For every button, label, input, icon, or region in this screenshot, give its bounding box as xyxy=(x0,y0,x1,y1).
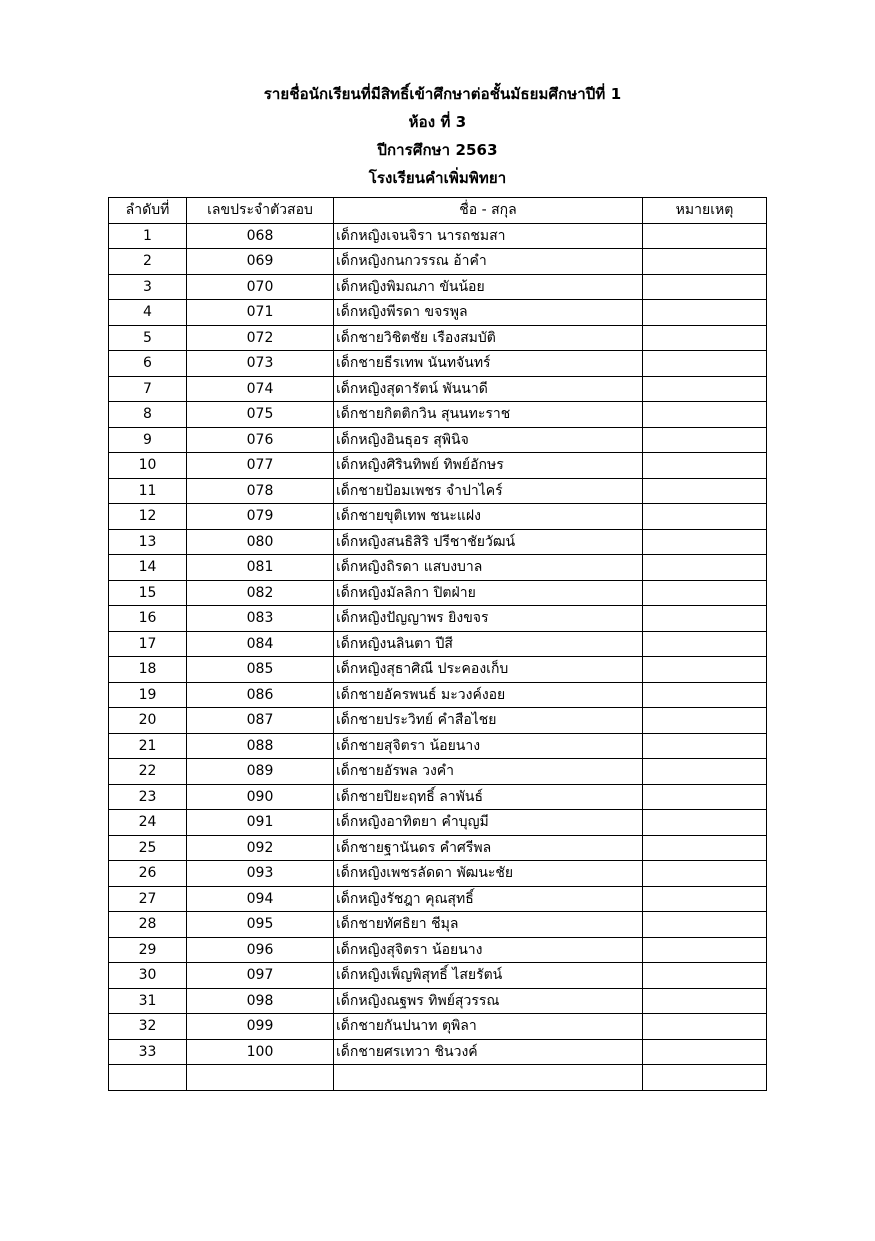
full-name-cell: เด็กหญิงพิมณภา ขันน้อย xyxy=(334,274,643,300)
table-row xyxy=(109,759,767,785)
table-row xyxy=(109,1014,767,1040)
full-name-cell: เด็กชายกิตติกวิน สุนนทะราช xyxy=(334,402,643,428)
remarks-cell xyxy=(643,529,767,555)
table-row xyxy=(109,861,767,887)
remarks-cell xyxy=(643,274,767,300)
table-row xyxy=(109,784,767,810)
full-name-cell: เด็กหญิงสุธาศิณี ประคองเก็บ xyxy=(334,657,643,683)
full-name-cell: เด็กชายธีรเทพ นันทจันทร์ xyxy=(334,351,643,377)
remarks-cell xyxy=(643,1039,767,1065)
full-name-cell: เด็กชายวิชิตชัย เรืองสมบัติ xyxy=(334,325,643,351)
full-name-cell: เด็กหญิงสุจิตรา น้อยนาง xyxy=(334,937,643,963)
order-cell: 26 xyxy=(109,861,187,887)
exam-id-cell: 088 xyxy=(187,733,334,759)
order-cell: 12 xyxy=(109,504,187,530)
exam-id-cell: 070 xyxy=(187,274,334,300)
exam-id-cell: 092 xyxy=(187,835,334,861)
exam-id-cell: 096 xyxy=(187,937,334,963)
order-cell: 30 xyxy=(109,963,187,989)
header-order: ลำดับที่ xyxy=(109,198,187,224)
order-cell: 32 xyxy=(109,1014,187,1040)
full-name-cell: เด็กชายสุจิตรา น้อยนาง xyxy=(334,733,643,759)
remarks-cell xyxy=(643,351,767,377)
table-row xyxy=(109,937,767,963)
full-name-cell: เด็กชายปิยะฤทธิ์ ลาพันธ์ xyxy=(334,784,643,810)
academic-year-label: ปีการศึกษา 2563 xyxy=(377,141,498,159)
exam-id-cell: 095 xyxy=(187,912,334,938)
remarks-cell xyxy=(643,427,767,453)
full-name-cell: เด็กหญิงอาทิตยา คำบุญมี xyxy=(334,810,643,836)
remarks-cell xyxy=(643,657,767,683)
remarks-cell xyxy=(643,682,767,708)
table-row xyxy=(109,988,767,1014)
full-name-cell xyxy=(334,1065,643,1091)
exam-id-cell: 093 xyxy=(187,861,334,887)
order-cell: 33 xyxy=(109,1039,187,1065)
remarks-cell xyxy=(643,733,767,759)
table-row xyxy=(109,555,767,581)
table-row xyxy=(109,351,767,377)
exam-id-cell: 100 xyxy=(187,1039,334,1065)
table-row xyxy=(109,835,767,861)
remarks-cell xyxy=(643,784,767,810)
exam-id-cell: 071 xyxy=(187,300,334,326)
exam-id-cell: 077 xyxy=(187,453,334,479)
full-name-cell: เด็กหญิงนลินตา ปีสี xyxy=(334,631,643,657)
full-name-cell: เด็กชายขุติเทพ ชนะแฝง xyxy=(334,504,643,530)
school-name: โรงเรียนคำเพิ่มพิทยา xyxy=(368,169,507,187)
exam-id-cell: 068 xyxy=(187,223,334,249)
full-name-cell: เด็กหญิงถิรดา แสบงบาล xyxy=(334,555,643,581)
remarks-cell xyxy=(643,988,767,1014)
table-row xyxy=(109,657,767,683)
table-row xyxy=(109,708,767,734)
full-name-cell: เด็กหญิงรัชฎา คุณสุทธิ์ xyxy=(334,886,643,912)
header-exam-id: เลขประจำตัวสอบ xyxy=(187,198,334,224)
full-name-cell: เด็กหญิงสุดารัตน์ พันนาดี xyxy=(334,376,643,402)
remarks-cell xyxy=(643,555,767,581)
order-cell: 3 xyxy=(109,274,187,300)
full-name-cell: เด็กชายป้อมเพชร จำปาไคร์ xyxy=(334,478,643,504)
document-title: รายชื่อนักเรียนที่มีสิทธิ์เข้าศึกษาต่อชั้นมัธยมศึกษาปีที่ 1 xyxy=(263,85,622,103)
table-row xyxy=(109,733,767,759)
exam-id-cell: 099 xyxy=(187,1014,334,1040)
remarks-cell xyxy=(643,300,767,326)
exam-id-cell: 089 xyxy=(187,759,334,785)
remarks-cell xyxy=(643,325,767,351)
full-name-cell: เด็กหญิงณฐพร ทิพย์สุวรรณ xyxy=(334,988,643,1014)
remarks-cell xyxy=(643,580,767,606)
order-cell: 13 xyxy=(109,529,187,555)
remarks-cell xyxy=(643,606,767,632)
full-name-cell: เด็กหญิงสนธิสิริ ปรีชาชัยวัฒน์ xyxy=(334,529,643,555)
full-name-cell: เด็กหญิงมัลลิกา ปิตฝ่าย xyxy=(334,580,643,606)
remarks-cell xyxy=(643,223,767,249)
exam-id-cell: 076 xyxy=(187,427,334,453)
exam-id-cell: 094 xyxy=(187,886,334,912)
table-row xyxy=(109,223,767,249)
remarks-cell xyxy=(643,861,767,887)
order-cell: 28 xyxy=(109,912,187,938)
remarks-cell xyxy=(643,937,767,963)
remarks-cell xyxy=(643,963,767,989)
order-cell: 29 xyxy=(109,937,187,963)
exam-id-cell: 097 xyxy=(187,963,334,989)
table-row xyxy=(109,1039,767,1065)
table-row xyxy=(109,886,767,912)
table-row xyxy=(109,249,767,275)
remarks-cell xyxy=(643,478,767,504)
exam-id-cell: 075 xyxy=(187,402,334,428)
table-body xyxy=(109,223,767,1090)
full-name-cell: เด็กชายฐานันดร คำศรีพล xyxy=(334,835,643,861)
order-cell: 15 xyxy=(109,580,187,606)
exam-id-cell: 087 xyxy=(187,708,334,734)
exam-id-cell: 073 xyxy=(187,351,334,377)
table-row xyxy=(109,300,767,326)
table-row xyxy=(109,682,767,708)
full-name-cell: เด็กชายอัครพนธ์ มะวงค์งอย xyxy=(334,682,643,708)
table-row xyxy=(109,606,767,632)
exam-id-cell: 082 xyxy=(187,580,334,606)
table-row xyxy=(109,810,767,836)
full-name-cell: เด็กหญิงอินธุอร สุพินิจ xyxy=(334,427,643,453)
full-name-cell: เด็กชายศรเทวา ชินวงค์ xyxy=(334,1039,643,1065)
remarks-cell xyxy=(643,249,767,275)
student-roster-table xyxy=(108,197,767,1091)
exam-id-cell: 090 xyxy=(187,784,334,810)
full-name-cell: เด็กหญิงปัญญาพร ยิงขจร xyxy=(334,606,643,632)
order-cell: 31 xyxy=(109,988,187,1014)
order-cell: 9 xyxy=(109,427,187,453)
remarks-cell xyxy=(643,453,767,479)
full-name-cell: เด็กหญิงเจนจิรา นารถชมสา xyxy=(334,223,643,249)
exam-id-cell: 085 xyxy=(187,657,334,683)
order-cell: 18 xyxy=(109,657,187,683)
order-cell: 17 xyxy=(109,631,187,657)
class-room-label: ห้อง ที่ 3 xyxy=(408,113,467,131)
table-header-row xyxy=(109,198,767,224)
order-cell: 11 xyxy=(109,478,187,504)
table-row xyxy=(109,529,767,555)
exam-id-cell: 079 xyxy=(187,504,334,530)
remarks-cell xyxy=(643,835,767,861)
order-cell: 23 xyxy=(109,784,187,810)
remarks-cell xyxy=(643,631,767,657)
table-row xyxy=(109,427,767,453)
order-cell: 4 xyxy=(109,300,187,326)
exam-id-cell: 080 xyxy=(187,529,334,555)
exam-id-cell: 078 xyxy=(187,478,334,504)
table-row xyxy=(109,631,767,657)
exam-id-cell: 072 xyxy=(187,325,334,351)
order-cell: 6 xyxy=(109,351,187,377)
order-cell: 8 xyxy=(109,402,187,428)
order-cell: 25 xyxy=(109,835,187,861)
order-cell: 14 xyxy=(109,555,187,581)
table-row xyxy=(109,580,767,606)
remarks-cell xyxy=(643,504,767,530)
order-cell: 7 xyxy=(109,376,187,402)
exam-id-cell: 069 xyxy=(187,249,334,275)
remarks-cell xyxy=(643,1065,767,1091)
full-name-cell: เด็กชายประวิทย์ คำสือไชย xyxy=(334,708,643,734)
order-cell: 22 xyxy=(109,759,187,785)
table-row xyxy=(109,453,767,479)
order-cell: 5 xyxy=(109,325,187,351)
full-name-cell: เด็กชายกันปนาท ตุพิลา xyxy=(334,1014,643,1040)
remarks-cell xyxy=(643,912,767,938)
remarks-cell xyxy=(643,376,767,402)
exam-id-cell: 084 xyxy=(187,631,334,657)
order-cell: 20 xyxy=(109,708,187,734)
full-name-cell: เด็กหญิงพีรดา ขจรพูล xyxy=(334,300,643,326)
full-name-cell: เด็กชายทัศธิยา ชีมุล xyxy=(334,912,643,938)
header-remarks: หมายเหตุ xyxy=(643,198,767,224)
exam-id-cell: 074 xyxy=(187,376,334,402)
full-name-cell: เด็กหญิงศิรินทิพย์ ทิพย์อักษร xyxy=(334,453,643,479)
table-row xyxy=(109,504,767,530)
order-cell xyxy=(109,1065,187,1091)
remarks-cell xyxy=(643,810,767,836)
order-cell: 21 xyxy=(109,733,187,759)
order-cell: 19 xyxy=(109,682,187,708)
document-header xyxy=(0,80,875,192)
full-name-cell: เด็กหญิงเพ็ญพิสุทธิ์ ไสยรัตน์ xyxy=(334,963,643,989)
table-row xyxy=(109,478,767,504)
table-row xyxy=(109,1065,767,1091)
order-cell: 1 xyxy=(109,223,187,249)
remarks-cell xyxy=(643,402,767,428)
remarks-cell xyxy=(643,886,767,912)
full-name-cell: เด็กชายอัรพล วงคำ xyxy=(334,759,643,785)
exam-id-cell: 083 xyxy=(187,606,334,632)
order-cell: 10 xyxy=(109,453,187,479)
exam-id-cell: 081 xyxy=(187,555,334,581)
full-name-cell: เด็กหญิงกนกวรรณ อ้าคำ xyxy=(334,249,643,275)
table-row xyxy=(109,402,767,428)
remarks-cell xyxy=(643,759,767,785)
order-cell: 16 xyxy=(109,606,187,632)
table-row xyxy=(109,274,767,300)
remarks-cell xyxy=(643,708,767,734)
exam-id-cell xyxy=(187,1065,334,1091)
full-name-cell: เด็กหญิงเพชรลัดดา พัฒนะชัย xyxy=(334,861,643,887)
order-cell: 27 xyxy=(109,886,187,912)
remarks-cell xyxy=(643,1014,767,1040)
exam-id-cell: 086 xyxy=(187,682,334,708)
table-row xyxy=(109,376,767,402)
header-full-name: ชื่อ - สกุล xyxy=(334,198,643,224)
table-row xyxy=(109,325,767,351)
table-row xyxy=(109,912,767,938)
exam-id-cell: 098 xyxy=(187,988,334,1014)
order-cell: 2 xyxy=(109,249,187,275)
exam-id-cell: 091 xyxy=(187,810,334,836)
order-cell: 24 xyxy=(109,810,187,836)
table-row xyxy=(109,963,767,989)
